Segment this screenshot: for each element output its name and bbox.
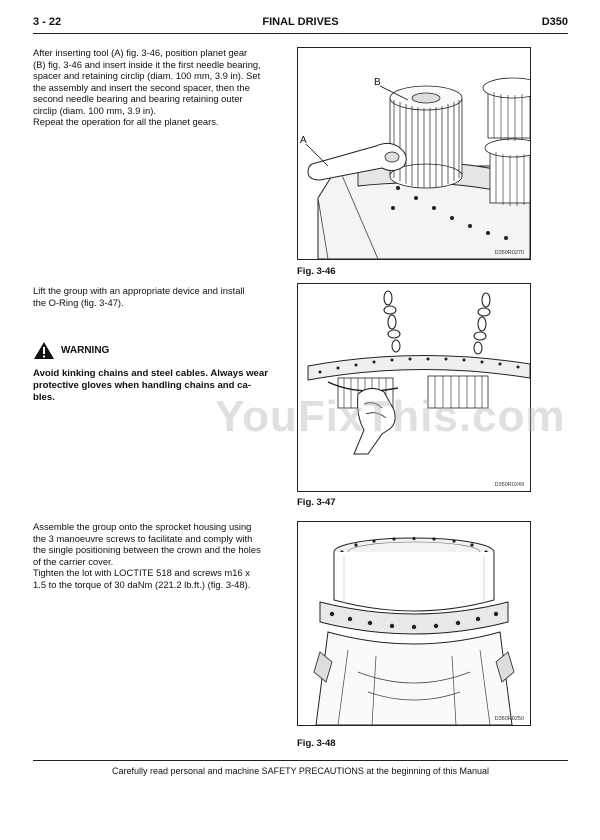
paragraph-planet-gear	[33, 47, 273, 128]
footer-note: Carefully read personal and machine SAFETY PRECAUTIONS at the beginning of this Manual	[111, 766, 490, 776]
text-line: the 3 manoeuvre screws to facilitate and comply with	[33, 532, 253, 544]
text-line: the O-Ring (fig. 3-47).	[33, 296, 124, 308]
text-line: Avoid kinking chains and steel cables. Always wear	[33, 368, 268, 379]
warning-triangle-icon	[33, 341, 55, 360]
figure-3-48	[297, 521, 531, 726]
planet-gear-illustration	[298, 48, 530, 259]
text-line: After inserting tool (A) fig. 3-46, position planet gear	[33, 47, 248, 58]
warning-heading	[33, 341, 109, 360]
page-header	[33, 16, 568, 32]
text-line: Assemble the group onto the sprocket housing using	[33, 521, 252, 532]
lifting-group-illustration	[298, 284, 530, 491]
text-line: the single positioning between the crown and the holes	[33, 544, 261, 555]
text-line: the assembly and insert the second spacer, then the	[33, 81, 250, 93]
page-number: 3 - 22	[33, 16, 62, 28]
figure-code: D350R0250	[494, 716, 524, 722]
text-line: second needle bearing and bearing retaining outer	[33, 93, 243, 104]
figure-code: D350R0249	[494, 482, 524, 488]
figure-caption: Fig. 3-46	[297, 266, 336, 277]
figure-code: D350R0270	[494, 250, 524, 256]
text-line: spacer and retaining circlip (diam. 100 mm, 3.9 in). Set	[33, 70, 261, 81]
text-line: 1.5 to the torque of 30 daNm (221.2 lb.ft.) (fig. 3-48).	[33, 578, 251, 590]
figure-caption: Fig. 3-48	[297, 738, 336, 749]
paragraph-assemble-group	[33, 521, 273, 590]
text-line: Tighten the lot with LOCTITE 518 and screws m16 x	[33, 567, 250, 578]
figure-3-47	[297, 283, 531, 492]
text-line: of the carrier cover.	[33, 555, 114, 567]
warning-label: WARNING	[61, 345, 110, 356]
callout-b: B	[374, 77, 381, 88]
header-rule	[33, 33, 568, 34]
paragraph-lift-group	[33, 285, 273, 308]
text-line: Lift the group with an appropriate device and install	[33, 285, 245, 296]
callout-a: A	[300, 135, 307, 146]
watermark: YouFixThis.com	[215, 392, 566, 441]
footer-rule	[33, 760, 568, 761]
model-code: D350	[541, 16, 568, 28]
text-line: Repeat the operation for all the planet gears.	[33, 116, 219, 127]
text-line: (B) fig. 3-46 and insert inside it the first needle bearing,	[33, 58, 261, 70]
figure-caption: Fig. 3-47	[297, 497, 336, 508]
text-line: bles.	[33, 392, 55, 403]
figure-3-46	[297, 47, 531, 260]
text-line: circlip (diam. 100 mm, 3.9 in).	[33, 104, 156, 116]
sprocket-housing-illustration	[298, 522, 530, 725]
section-title: FINAL DRIVES	[262, 16, 339, 28]
text-line: protective gloves when handling chains and ca-	[33, 380, 252, 391]
